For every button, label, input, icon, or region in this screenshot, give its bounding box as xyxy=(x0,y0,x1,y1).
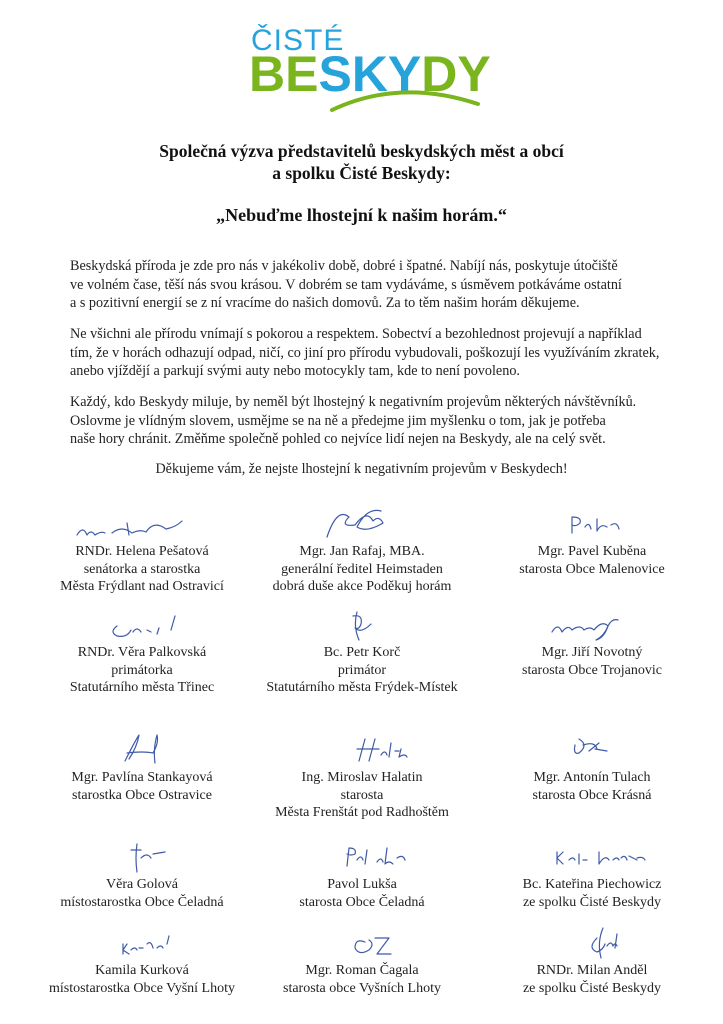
signatory-line: Kamila Kurková xyxy=(95,963,189,978)
handwritten-signature xyxy=(287,731,437,769)
signatory-block xyxy=(472,505,712,578)
signatory-block xyxy=(22,838,262,911)
signatory-block xyxy=(472,838,712,911)
signatory-line: ze spolku Čisté Beskydy xyxy=(522,894,662,910)
signatory-line: starosta xyxy=(340,787,384,803)
signatory-block xyxy=(242,505,482,596)
logo-mountain-arc-icon xyxy=(330,84,480,114)
signatory-block xyxy=(242,731,482,822)
paragraph-2 xyxy=(70,325,670,381)
signatory-line: Ing. Miroslav Halatin xyxy=(301,770,423,785)
signatory-line: ze spolku Čisté Beskydy xyxy=(522,980,662,996)
signatory-line: starosta obce Vyšních Lhoty xyxy=(283,980,441,996)
signatory-line: primátor xyxy=(337,662,387,678)
signatory-block xyxy=(242,924,482,997)
signatory-line: Mgr. Jiří Novotný xyxy=(541,645,643,660)
signatory-line: RNDr. Milan Anděl xyxy=(536,963,648,978)
logo-part-3: DY xyxy=(421,46,491,102)
signatory-line: generální ředitel Heimstaden xyxy=(281,561,443,577)
signatory-line: senátorka a starostka xyxy=(83,561,201,577)
handwritten-signature xyxy=(287,838,437,876)
handwritten-signature xyxy=(517,731,667,769)
paragraph-1 xyxy=(70,257,670,313)
paragraph-line: naše hory chránit. Změňme společně pohled co nejvíce lidí nejen na Beskydy, ale na celý svět. xyxy=(70,431,606,448)
signatory-block xyxy=(242,838,482,911)
handwritten-signature xyxy=(517,505,667,543)
handwritten-signature xyxy=(287,924,437,962)
signatory-line: místostarostka Obce Vyšní Lhoty xyxy=(48,980,235,996)
signatory-line: starosta Obce Malenovice xyxy=(519,561,665,577)
paragraph-line: Beskydská příroda je zde pro nás v jakékoliv době, dobré i špatné. Nabíjí nás, poskytuje útočiště xyxy=(70,258,618,274)
paragraph-3 xyxy=(70,393,670,449)
signatory-line: Statutárního města Třinec xyxy=(69,680,215,695)
signatory-line: místostarostka Obce Čeladná xyxy=(60,894,224,910)
signatory-line: primátorka xyxy=(111,662,173,678)
logo-part-2: SKY xyxy=(318,46,422,102)
signatory-block xyxy=(472,606,712,679)
signatory-line: starosta Obce Čeladná xyxy=(299,894,425,910)
handwritten-signature xyxy=(67,838,217,876)
handwritten-signature xyxy=(67,731,217,769)
signatory-line: starosta Obce Krásná xyxy=(532,787,652,803)
cista-beskydy-logo xyxy=(0,18,723,110)
handwritten-signature xyxy=(517,838,667,876)
signatory-line: Města Frenštát pod Radhoštěm xyxy=(275,805,449,820)
handwritten-signature xyxy=(287,505,437,543)
paragraph-line: tím, že v horách odhazují odpad, ničí, co jiní pro přírodu vybudovali, poškozují les využíváním zkratek, xyxy=(70,344,660,361)
paragraph-line: Ne všichni ale přírodu vnímají s pokorou a respektem. Sobectví a bezohlednost projevují a například xyxy=(70,326,642,342)
handwritten-signature xyxy=(67,606,217,644)
appeal-heading-line-1: Společná výzva představitelů beskydských měst a obcí xyxy=(159,141,564,161)
paragraph-line: Oslovme je vlídným slovem, usmějme se na ně a předejme jim myšlenku o tom, jak je potřeba xyxy=(70,412,606,429)
signatory-block xyxy=(22,606,262,697)
signatory-line: Bc. Kateřina Piechowicz xyxy=(522,877,662,892)
signatory-line: Mgr. Pavel Kuběna xyxy=(537,544,647,559)
signatory-block xyxy=(22,924,262,997)
signatory-line: Města Frýdlant nad Ostravicí xyxy=(60,579,224,594)
signatory-block xyxy=(472,924,712,997)
paragraph-line: anebo vjíždějí a parkují svými auty nebo motocykly tam, kde to není povoleno. xyxy=(70,363,520,380)
signatory-line: starosta Obce Trojanovic xyxy=(522,662,662,678)
signatory-line: Statutárního města Frýdek-Místek xyxy=(266,680,458,695)
signatory-line: RNDr. Helena Pešatová xyxy=(75,544,209,559)
signatory-line: Mgr. Pavlína Stankayová xyxy=(71,770,213,785)
appeal-heading-line-2: a spolku Čisté Beskydy: xyxy=(272,163,451,183)
appeal-motto: „Nebuďme lhostejní k našim horám.“ xyxy=(216,205,507,225)
signatory-line: Mgr. Antonín Tulach xyxy=(533,770,651,785)
signatory-block xyxy=(22,731,262,804)
signatory-line: dobrá duše akce Poděkuj horám xyxy=(272,579,452,594)
handwritten-signature xyxy=(517,606,667,644)
handwritten-signature xyxy=(517,924,667,962)
signatory-line: Mgr. Roman Čagala xyxy=(305,963,419,978)
handwritten-signature xyxy=(67,505,217,543)
signatory-block xyxy=(22,505,262,596)
signatory-line: Pavol Lukša xyxy=(327,877,397,892)
handwritten-signature xyxy=(67,924,217,962)
signatory-block xyxy=(242,606,482,697)
signatory-line: Bc. Petr Korč xyxy=(323,645,401,660)
signatory-block xyxy=(472,731,712,804)
closing-thanks: Děkujeme vám, že nejste lhostejní k negativním projevům v Beskydech! xyxy=(155,461,568,477)
signatory-line: Mgr. Jan Rafaj, MBA. xyxy=(299,544,425,559)
paragraph-line: Každý, kdo Beskydy miluje, by neměl být lhostejný k negativním projevům některých návštěvníků. xyxy=(70,394,637,410)
logo-top-word: ČISTÉ xyxy=(251,24,345,57)
paragraph-line: ve volném čase, těší nás svou krásou. V dobrém se tam vydáváme, s úsměvem potkáváme ostatní xyxy=(70,276,622,293)
logo-part-1: BE xyxy=(249,46,319,102)
handwritten-signature xyxy=(287,606,437,644)
signatory-line: starostka Obce Ostravice xyxy=(72,787,212,803)
signatory-line: Věra Golová xyxy=(106,877,178,892)
paragraph-line: a s pozitivní energií se z ní vracíme do našich domovů. Za to těm našim horám děkujeme. xyxy=(70,295,580,312)
signatory-line: RNDr. Věra Palkovská xyxy=(77,645,207,660)
